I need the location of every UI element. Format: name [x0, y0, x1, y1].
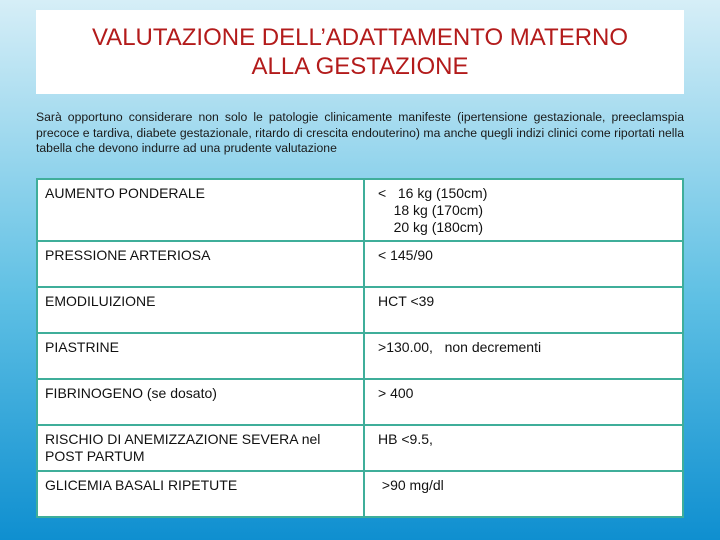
parameter-cell: PRESSIONE ARTERIOSA	[37, 241, 364, 287]
table-row	[37, 179, 683, 241]
limit-line: HB <9.5,	[378, 431, 433, 447]
limit-cell	[364, 179, 683, 241]
limit-line: > 400	[378, 385, 414, 401]
limit-cell	[364, 333, 683, 379]
limit-cell	[364, 241, 683, 287]
title-box	[36, 10, 684, 94]
slide-title-line-1: VALUTAZIONE DELL’ADATTAMENTO MATERNO	[91, 24, 629, 51]
limit-line: 18 kg (170cm)	[378, 202, 484, 218]
table-row	[37, 287, 683, 333]
table-row	[37, 379, 683, 425]
parameter-cell: PIASTRINE	[37, 333, 364, 379]
limit-line: HCT <39	[378, 293, 435, 309]
table-row	[37, 425, 683, 471]
limit-line: < 145/90	[378, 247, 433, 263]
intro-paragraph: Sarà opportuno considerare non solo le patologie clinicamente manifeste (ipertensione gestazionale, preeclamspia precoce e tardiva, diabete gestazionale, ritardo di crescita endouterino) ma anche quegli indizi clinici come riportati nella tabella che devono indurre ad una prudente valutazione	[36, 110, 684, 155]
limit-cell	[364, 379, 683, 425]
parameter-cell: RISCHIO DI ANEMIZZAZIONE SEVERA nel POST PARTUM	[37, 425, 364, 471]
limit-cell	[364, 287, 683, 333]
limit-cell	[364, 471, 683, 517]
parameter-cell: AUMENTO PONDERALE	[37, 179, 364, 241]
limit-line: >90 mg/dl	[378, 477, 444, 493]
limit-line: 20 kg (180cm)	[378, 219, 484, 235]
table-row	[37, 241, 683, 287]
limit-line: < 16 kg (150cm)	[378, 185, 488, 201]
table-row	[37, 471, 683, 517]
parameter-cell: EMODILUIZIONE	[37, 287, 364, 333]
slide-title-line-2: ALLA GESTAZIONE	[251, 53, 469, 80]
limit-cell	[364, 425, 683, 471]
table-row	[37, 333, 683, 379]
limit-line: >130.00, non decrementi	[378, 339, 542, 355]
parameter-cell: FIBRINOGENO (se dosato)	[37, 379, 364, 425]
parameter-cell: GLICEMIA BASALI RIPETUTE	[37, 471, 364, 517]
criteria-table	[36, 178, 684, 518]
